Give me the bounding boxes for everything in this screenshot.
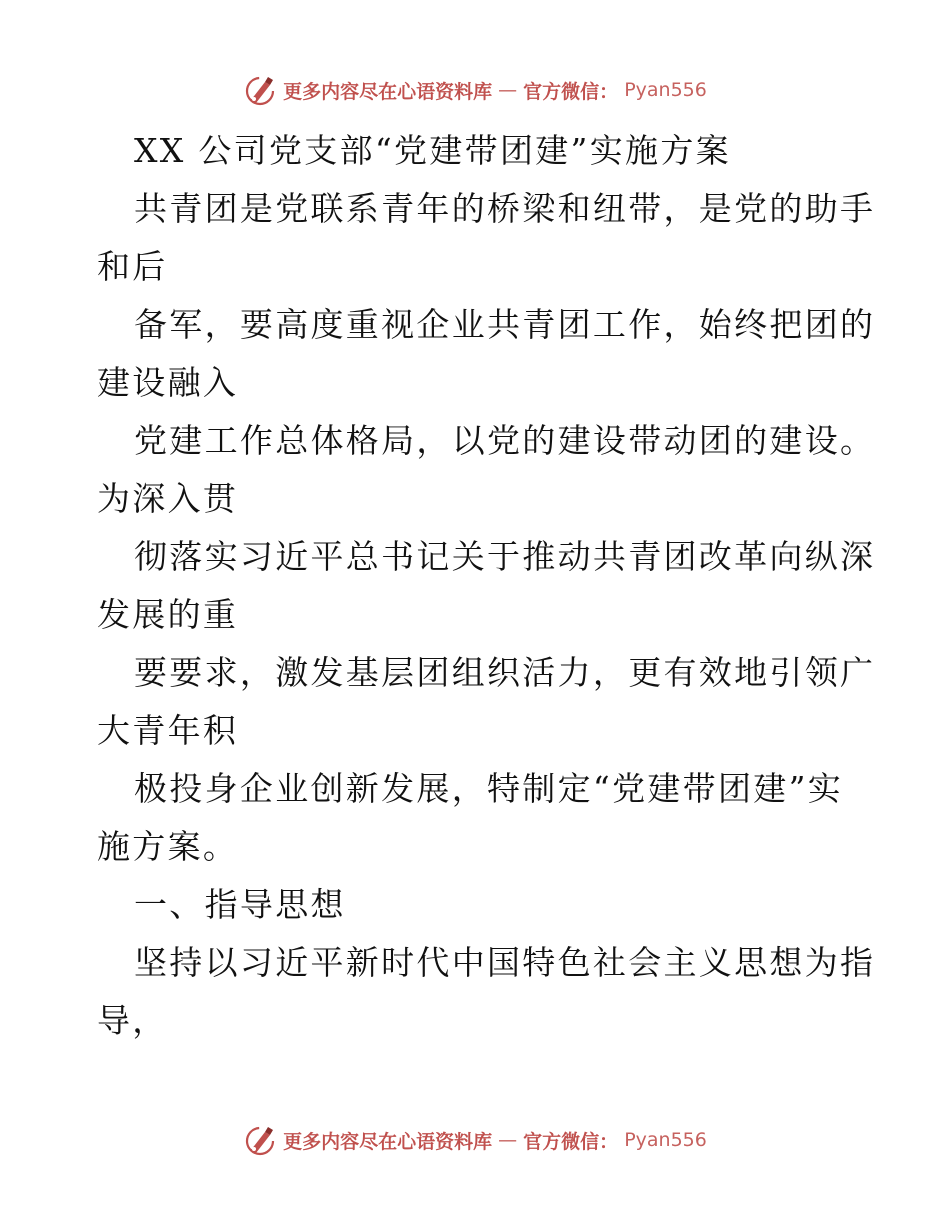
watermark-wechat-id: Pyan556: [624, 1129, 707, 1151]
text-line: 共青团是党联系青年的桥梁和纽带，是党的助手: [134, 189, 876, 228]
document-body: [97, 122, 876, 1050]
header-watermark: [0, 70, 950, 110]
text-line: 党建工作总体格局，以党的建设带动团的建设。: [134, 421, 876, 460]
text-line: 建设融入: [97, 363, 239, 402]
text-line: 要要求，激发基层团组织活力，更有效地引领广: [134, 653, 876, 692]
text-line: 坚持以习近平新时代中国特色社会主义思想为指: [134, 943, 876, 982]
pen-logo-icon: [243, 73, 277, 107]
watermark-dash: —: [498, 79, 518, 101]
watermark-main-text: 更多内容尽在心语资料库: [283, 80, 493, 103]
text-line: 导，: [97, 1001, 168, 1040]
text-line: 彻落实习近平总书记关于推动共青团改革向纵深: [134, 537, 876, 576]
footer-watermark: [0, 1120, 950, 1160]
text-line: 为深入贯: [97, 479, 239, 518]
pen-logo-icon: [243, 1123, 277, 1157]
text-line: 大青年积: [97, 711, 239, 750]
watermark-main-text: 更多内容尽在心语资料库: [283, 1130, 493, 1153]
text-line: 极投身企业创新发展，特制定“党建带团建”实: [134, 769, 844, 808]
document-title: XX 公司党支部“党建带团建”实施方案: [134, 131, 731, 170]
text-line: 备军，要高度重视企业共青团工作，始终把团的: [134, 305, 876, 344]
text-line: 发展的重: [97, 595, 239, 634]
watermark-wechat-id: Pyan556: [624, 79, 707, 101]
watermark-wechat-label: 官方微信：: [523, 80, 619, 103]
text-line: 一、指导思想: [134, 885, 346, 924]
watermark-wechat-label: 官方微信：: [523, 1130, 619, 1153]
text-line: 和后: [97, 247, 168, 286]
watermark-dash: —: [498, 1129, 518, 1151]
text-line: 施方案。: [97, 827, 239, 866]
